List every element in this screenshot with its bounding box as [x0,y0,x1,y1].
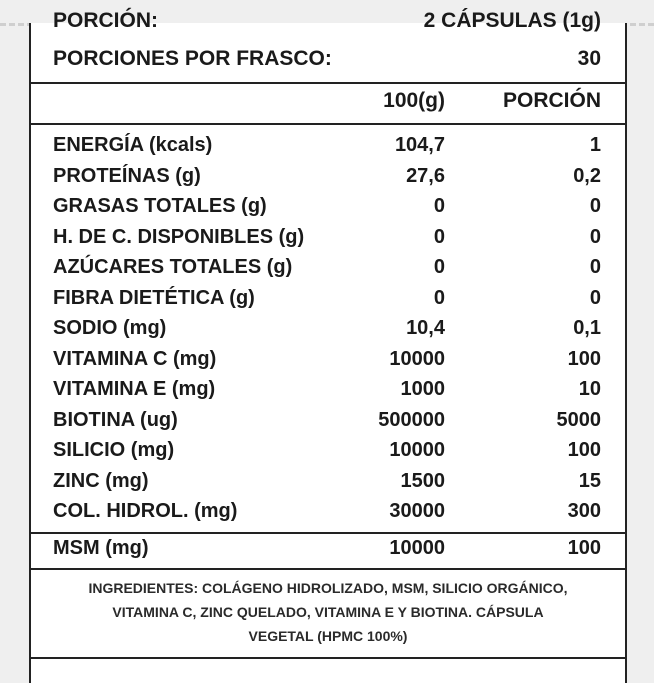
nutrient-row [31,134,625,160]
column-header-per-serving: PORCIÓN [502,89,601,112]
ingredients-text [43,576,613,648]
column-header-per100g: 100(g) [383,89,445,112]
nutrient-per100g: 10,4 [406,317,445,339]
nutrient-row [31,165,625,191]
nutrient-row [31,256,625,282]
serving-size-value: 2 CÁPSULAS (1g) [423,9,601,32]
serving-size-row [31,9,625,43]
nutrient-per100g: 0 [433,225,445,248]
nutrient-per-serving: 1 [589,134,601,156]
column-headers [31,89,625,115]
nutrient-per-serving: 100 [567,439,601,461]
ingredients-line-2: VITAMINA C, ZINC QUELADO, VITAMINA E Y BIOTINA. CÁPSULA [112,604,544,620]
divider-bottom [31,657,625,659]
msm-label: MSM (mg) [53,537,149,559]
nutrient-row [31,439,625,465]
divider-top [31,82,625,84]
nutrient-per100g: 500000 [378,408,445,431]
nutrient-label: ZINC (mg) [53,469,149,492]
nutrient-per-serving: 0 [589,195,601,217]
nutrient-label: SILICIO (mg) [53,439,175,461]
nutrient-row [31,409,625,435]
nutrient-label: GRASAS TOTALES (g) [53,195,267,217]
msm-per100g: 10000 [389,537,445,559]
nutrient-per100g: 10000 [389,347,445,370]
nutrient-row [31,287,625,313]
nutrient-per-serving: 0,1 [573,317,601,339]
nutrient-row [31,470,625,496]
nutrient-per-serving: 0,2 [573,164,601,187]
nutrient-label: H. DE C. DISPONIBLES (g) [53,225,305,248]
nutrient-per-serving: 0 [589,225,601,248]
nutrient-row [31,348,625,374]
nutrient-per100g: 0 [433,195,445,217]
serving-size-label: PORCIÓN: [53,9,158,32]
nutrient-per100g: 1500 [400,469,445,492]
nutrient-label: ENERGÍA (kcals) [53,134,213,156]
nutrition-facts-label [29,9,627,683]
nutrient-per100g: 1000 [400,378,445,400]
nutrient-per-serving: 15 [578,469,601,492]
nutrient-per-serving: 0 [589,256,601,278]
ingredients-line-1: INGREDIENTES: COLÁGENO HIDROLIZADO, MSM, SILICIO ORGÁNICO, [88,580,568,596]
servings-per-container-value: 30 [577,47,601,70]
nutrient-label: PROTEÍNAS (g) [53,164,201,187]
msm-row [31,537,625,563]
nutrient-per-serving: 100 [567,347,601,370]
nutrient-label: BIOTINA (ug) [53,408,178,431]
nutrient-per-serving: 300 [567,500,601,522]
nutrient-per-serving: 10 [578,378,601,400]
msm-per-serving: 100 [567,537,601,559]
nutrient-label: VITAMINA E (mg) [53,378,216,400]
divider-msm-top [31,532,625,534]
nutrient-row [31,226,625,252]
nutrient-per100g: 0 [433,256,445,278]
nutrient-row [31,195,625,221]
nutrient-per100g: 104,7 [394,134,445,156]
nutrient-row [31,378,625,404]
nutrient-per-serving: 5000 [556,408,601,431]
nutrient-row [31,500,625,526]
nutrient-label: FIBRA DIETÉTICA (g) [53,286,255,309]
nutrient-label: COL. HIDROL. (mg) [53,500,238,522]
nutrient-label: SODIO (mg) [53,317,167,339]
ingredients-line-3: VEGETAL (HPMC 100%) [248,628,408,644]
nutrient-label: VITAMINA C (mg) [53,347,217,370]
servings-per-container-row [31,47,625,73]
nutrient-row [31,317,625,343]
nutrient-per100g: 27,6 [406,164,445,187]
nutrient-label: AZÚCARES TOTALES (g) [53,256,293,278]
nutrient-per-serving: 0 [589,286,601,309]
divider-header [31,123,625,125]
nutrient-per100g: 10000 [389,439,445,461]
nutrient-per100g: 30000 [389,500,445,522]
divider-ingredients [31,568,625,570]
nutrient-per100g: 0 [433,286,445,309]
servings-per-container-label: PORCIONES POR FRASCO: [53,47,332,70]
